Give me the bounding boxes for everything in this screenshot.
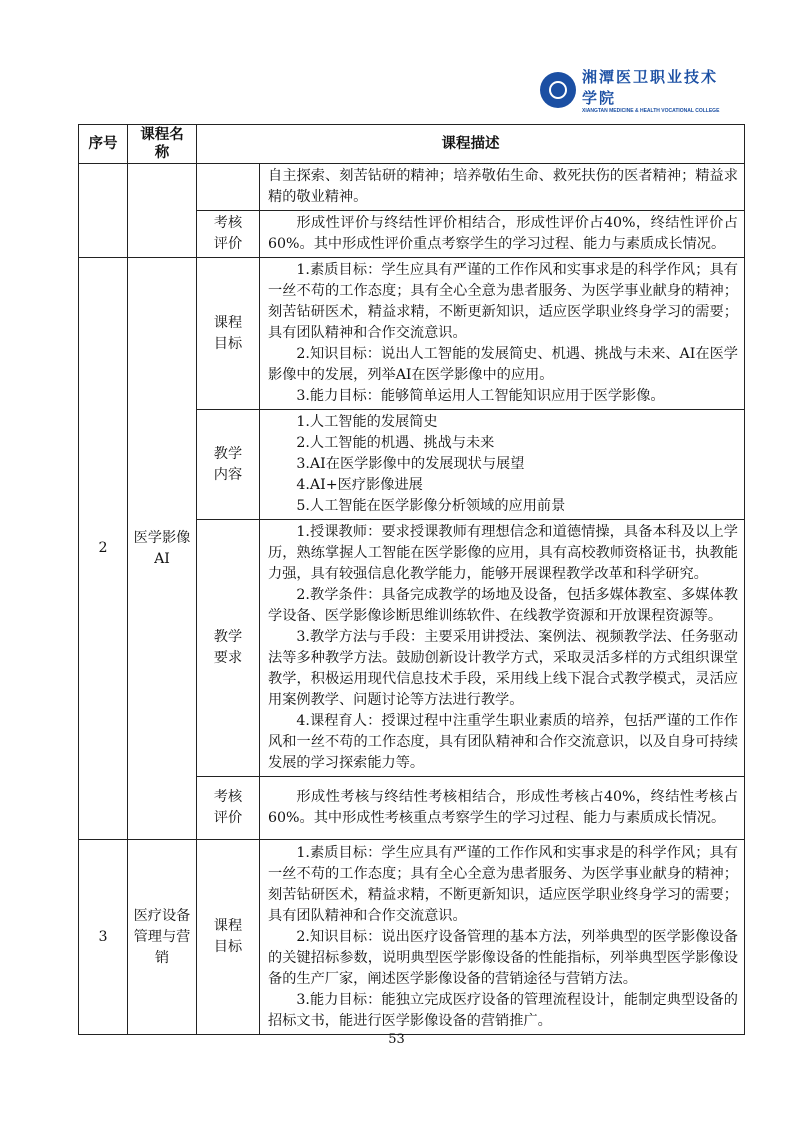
section-label [197,840,260,1035]
section-description [260,211,745,258]
course-name [128,164,197,258]
description-paragraph: 2.教学条件：具备完成教学的场地及设备，包括多媒体教室、多媒体教学设备、医学影像诊断思维训练软件、在线教学资源和开放课程资源等。 [268,587,738,624]
section-label [197,410,260,520]
description-paragraph: 3.教学方法与手段：主要采用讲授法、案例法、视频教学法、任务驱动法等多种教学方法。鼓励创新设计教学方式，采取灵活多样的方式组织课堂教学，积极运用现代信息技术手段，采用线上线下混合式教学模式，灵活应用案例教学、问题讨论等方法进行教学。 [268,629,738,708]
description-paragraph: 形成性评价与终结性评价相结合，形成性评价占40%，终结性评价占60%。其中形成性评价重点考察学生的学习过程、能力与素质成长情况。 [268,215,738,252]
description-paragraph: 4.AI+医疗影像进展 [296,477,423,493]
section-label [197,777,260,840]
college-logo [540,68,730,114]
description-paragraph: 3.能力目标：能够简单运用人工智能知识应用于医学影像。 [296,388,665,404]
section-description [260,520,745,777]
description-paragraph: 5.人工智能在医学影像分析领域的应用前景 [296,498,566,514]
page-number: 53 [388,1032,405,1047]
section-label [197,211,260,258]
course-name [128,258,197,840]
description-paragraph: 形成性考核与终结性考核相结合，形成性考核占40%，终结性考核占60%。其中形成性考核重点考察学生的学习过程、能力与素质成长情况。 [268,789,738,826]
description-paragraph: 2.知识目标：说出医疗设备管理的基本方法，列举典型的医学影像设备的关键招标参数，说明典型医学影像设备的性能指标，列举典型医学影像设备的生产厂家，阐述医学影像设备的营销途径与营销方法。 [268,928,738,987]
header-name [128,125,197,164]
course-number [79,164,128,258]
description-paragraph: 3.AI在医学影像中的发展现状与展望 [296,456,525,472]
section-description [260,258,745,410]
college-seal-icon [540,72,576,108]
description-paragraph: 4.课程育人：授课过程中注重学生职业素质的培养，包括严谨的工作作风和一丝不苟的工作态度，具有团队精神和合作交流意识，以及自身可持续发展的学习探索能力等。 [268,713,738,771]
description-paragraph: 自主探索、刻苦钻研的精神；培养敬佑生命、救死扶伤的医者精神；精益求精的敬业精神。 [268,168,738,205]
course-name-text: 医学影像AI [133,529,191,567]
section-label [197,258,260,410]
section-description [260,777,745,840]
logo-chinese-name: 湘潭医卫职业技术学院 [582,68,719,107]
table-row [79,164,745,211]
course-number: 2 [79,258,128,840]
table-header-row [79,125,745,164]
section-label [197,520,260,777]
table-row [79,258,745,410]
header-description: 课程描述 [197,125,745,164]
section-description [260,840,745,1035]
header-no: 序号 [79,125,128,164]
description-paragraph: 1.授课教师：要求授课教师有理想信念和道德情操，具备本科及以上学历，熟练掌握人工智能在医学影像的应用，具有高校教师资格证书，执教能力强，具有较强信息化教学能力，能够开展课程教学改革和科学研究。 [268,524,738,582]
description-paragraph: 3.能力目标：能独立完成医疗设备的管理流程设计，能制定典型设备的招标文书，能进行医学影像设备的营销推广。 [268,991,738,1029]
section-label-text: 教学要求 [213,629,243,666]
course-number: 3 [79,840,128,1035]
logo-english-name: XIANGTAN MEDICINE & HEALTH VOCATIONAL COLLEGE [582,108,720,114]
header-name-text: 课程名称 [140,127,184,161]
section-label-text: 考核评价 [213,215,243,252]
section-label [197,164,260,211]
course-name [128,840,197,1035]
description-paragraph: 1.素质目标：学生应具有严谨的工作作风和实事求是的科学作风；具有一丝不苟的工作态度；具有全心全意为患者服务、为医学事业献身的精神；刻苦钻研医术，精益求精，不断更新知识，适应医学职业终身学习的需要；具有团队精神和合作交流意识。 [268,844,738,924]
section-label-text: 考核评价 [213,789,243,826]
section-label-text: 课程目标 [213,314,243,352]
section-description [260,410,745,520]
table-row [79,840,745,1035]
description-paragraph: 1.人工智能的发展简史 [296,414,438,430]
description-paragraph: 2.知识目标：说出人工智能的发展简史、机遇、挑战与未来、AI在医学影像中的发展，列举AI在医学影像中的应用。 [268,346,738,383]
description-paragraph: 2.人工智能的机遇、挑战与未来 [296,435,495,451]
section-description [260,164,745,211]
section-label-text: 教学内容 [213,445,243,483]
description-paragraph: 1.素质目标：学生应具有严谨的工作作风和实事求是的科学作风；具有一丝不苟的工作态度；具有全心全意为患者服务、为医学事业献身的精神；刻苦钻研医术，精益求精，不断更新知识，适应医学职业终身学习的需要；具有团队精神和合作交流意识。 [268,262,738,341]
course-name-text: 医疗设备管理与营销 [133,907,191,966]
section-label-text: 课程目标 [213,918,243,955]
course-table [78,124,745,1035]
